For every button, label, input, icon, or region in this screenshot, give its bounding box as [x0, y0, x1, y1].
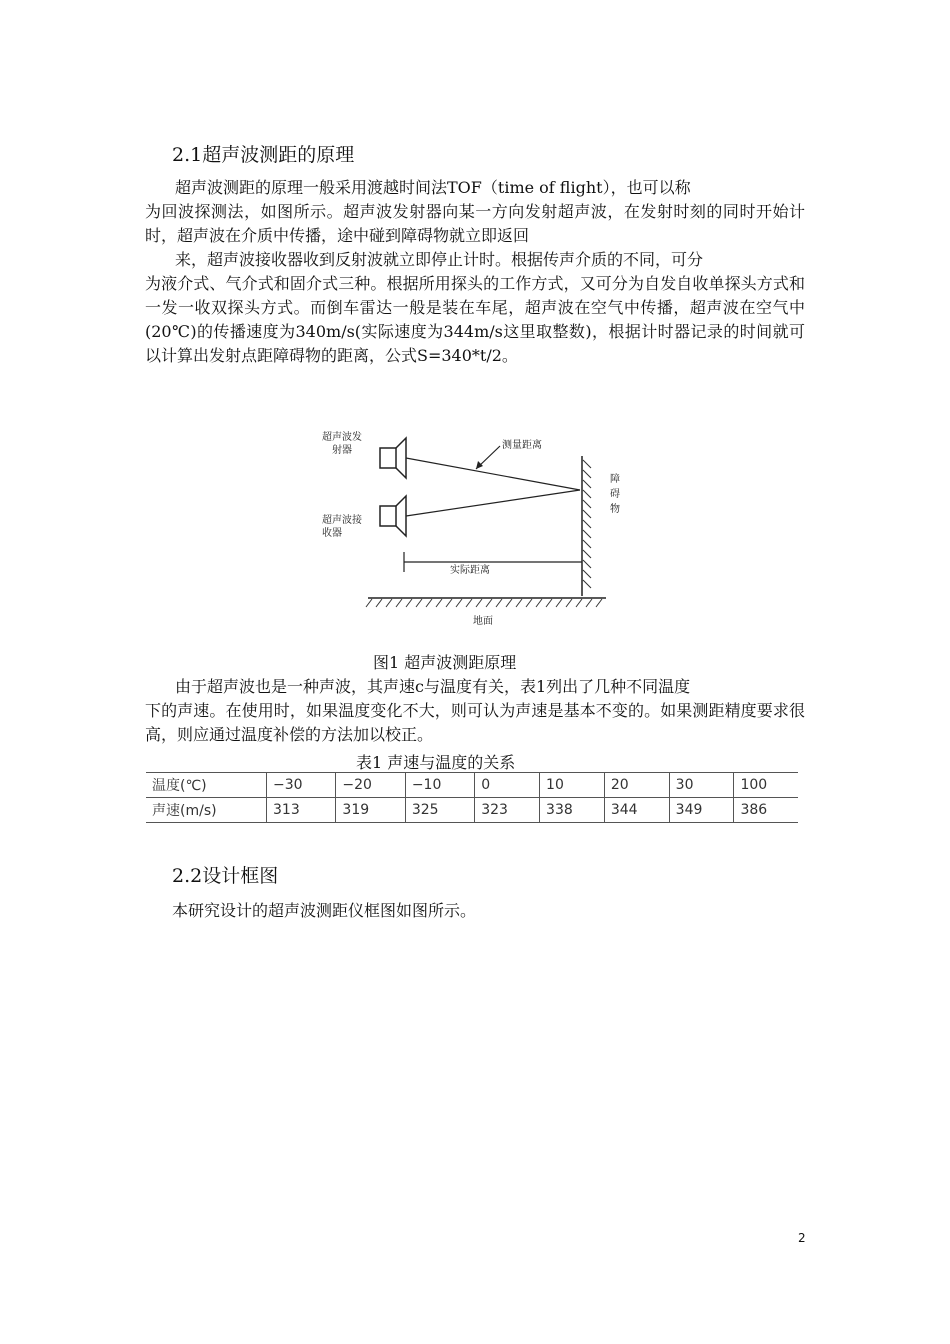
table-cell: 10: [540, 773, 605, 798]
ground-hatching: [366, 599, 602, 607]
table-cell: 20: [604, 773, 669, 798]
ground-label: 地面: [473, 616, 493, 627]
diagram-svg: [310, 420, 640, 630]
actual-distance-label: 实际距离: [450, 565, 490, 576]
receiver-label-line2: 收器: [322, 528, 342, 539]
table-cell: 323: [475, 798, 540, 823]
incident-wave-line: [406, 458, 580, 490]
section-heading-2-1: 2.1超声波测距的原理: [172, 144, 355, 166]
measured-distance-label: 测量距离: [502, 440, 542, 451]
emitter-horn: [396, 438, 406, 478]
table-caption: 表1 声速与温度的关系: [356, 753, 516, 772]
page-number: 2: [798, 1231, 806, 1245]
table-cell: −20: [336, 773, 405, 798]
table-row: [146, 798, 798, 823]
paragraph-2: [145, 248, 805, 368]
paragraph-1: [145, 176, 805, 248]
table-cell: 声速(m/s): [146, 798, 267, 823]
figure-caption: 图1 超声波测距原理: [373, 653, 517, 672]
obstacle-hatching: [583, 460, 591, 588]
emitter-label-line2: 射器: [332, 445, 352, 456]
table-cell: 温度(℃): [146, 773, 267, 798]
table-cell: 0: [475, 773, 540, 798]
obstacle-label-1: 障: [610, 474, 620, 485]
emitter-label-line1: 超声波发: [322, 432, 362, 443]
table-cell: −30: [267, 773, 336, 798]
table-cell: −10: [405, 773, 474, 798]
table-cell: 344: [604, 798, 669, 823]
ultrasonic-ranging-diagram: [310, 420, 640, 630]
emitter-body: [380, 448, 396, 468]
paragraph-3: [145, 675, 805, 747]
table-row: [146, 773, 798, 798]
measured-distance-arrowhead: [476, 461, 483, 469]
table-cell: 319: [336, 798, 405, 823]
table-cell: 325: [405, 798, 474, 823]
paragraph-2-body: 为液介式、气介式和固介式三种。根据所用探头的工作方式，又可分为自发自收单探头方式和一发一收双探头方式。而倒车雷达一般是装在车尾，超声波在空气中传播，超声波在空气中(20℃)的传播速度为340m/s(实际速度为344m/s这里取整数)，根据计时器记录的时间就可以计算出发射点距障碍物的距离，公式S=340*t/2。: [145, 274, 805, 365]
section-heading-2-2: 2.2设计框图: [172, 865, 279, 887]
table-cell: 386: [734, 798, 798, 823]
receiver-horn: [396, 496, 406, 536]
table-cell: 338: [540, 798, 605, 823]
table-cell: 313: [267, 798, 336, 823]
paragraph-3-body: 下的声速。在使用时，如果温度变化不大，则可认为声速是基本不变的。如果测距精度要求很高，则应通过温度补偿的方法加以校正。: [145, 701, 805, 744]
paragraph-3-first-line: 由于超声波也是一种声波，其声速c与温度有关，表1列出了几种不同温度: [175, 677, 691, 696]
table-cell: 100: [734, 773, 798, 798]
obstacle-label-3: 物: [610, 504, 620, 515]
table-cell: 30: [669, 773, 734, 798]
speed-temperature-table: [146, 772, 798, 823]
obstacle-label-2: 碍: [610, 489, 620, 500]
paragraph-4: 本研究设计的超声波测距仪框图如图所示。: [172, 901, 477, 920]
paragraph-1-body: 为回波探测法，如图所示。超声波发射器向某一方向发射超声波，在发射时刻的同时开始计时，超声波在介质中传播，途中碰到障碍物就立即返回: [145, 202, 805, 245]
receiver-label-line1: 超声波接: [322, 515, 362, 526]
receiver-body: [380, 506, 396, 526]
paragraph-2-first-line: 来，超声波接收器收到反射波就立即停止计时。根据传声介质的不同，可分: [175, 250, 704, 269]
reflected-wave-line: [406, 490, 580, 516]
paragraph-1-first-line: 超声波测距的原理一般采用渡越时间法TOF（time of flight），也可以称: [175, 178, 691, 197]
table-cell: 349: [669, 798, 734, 823]
